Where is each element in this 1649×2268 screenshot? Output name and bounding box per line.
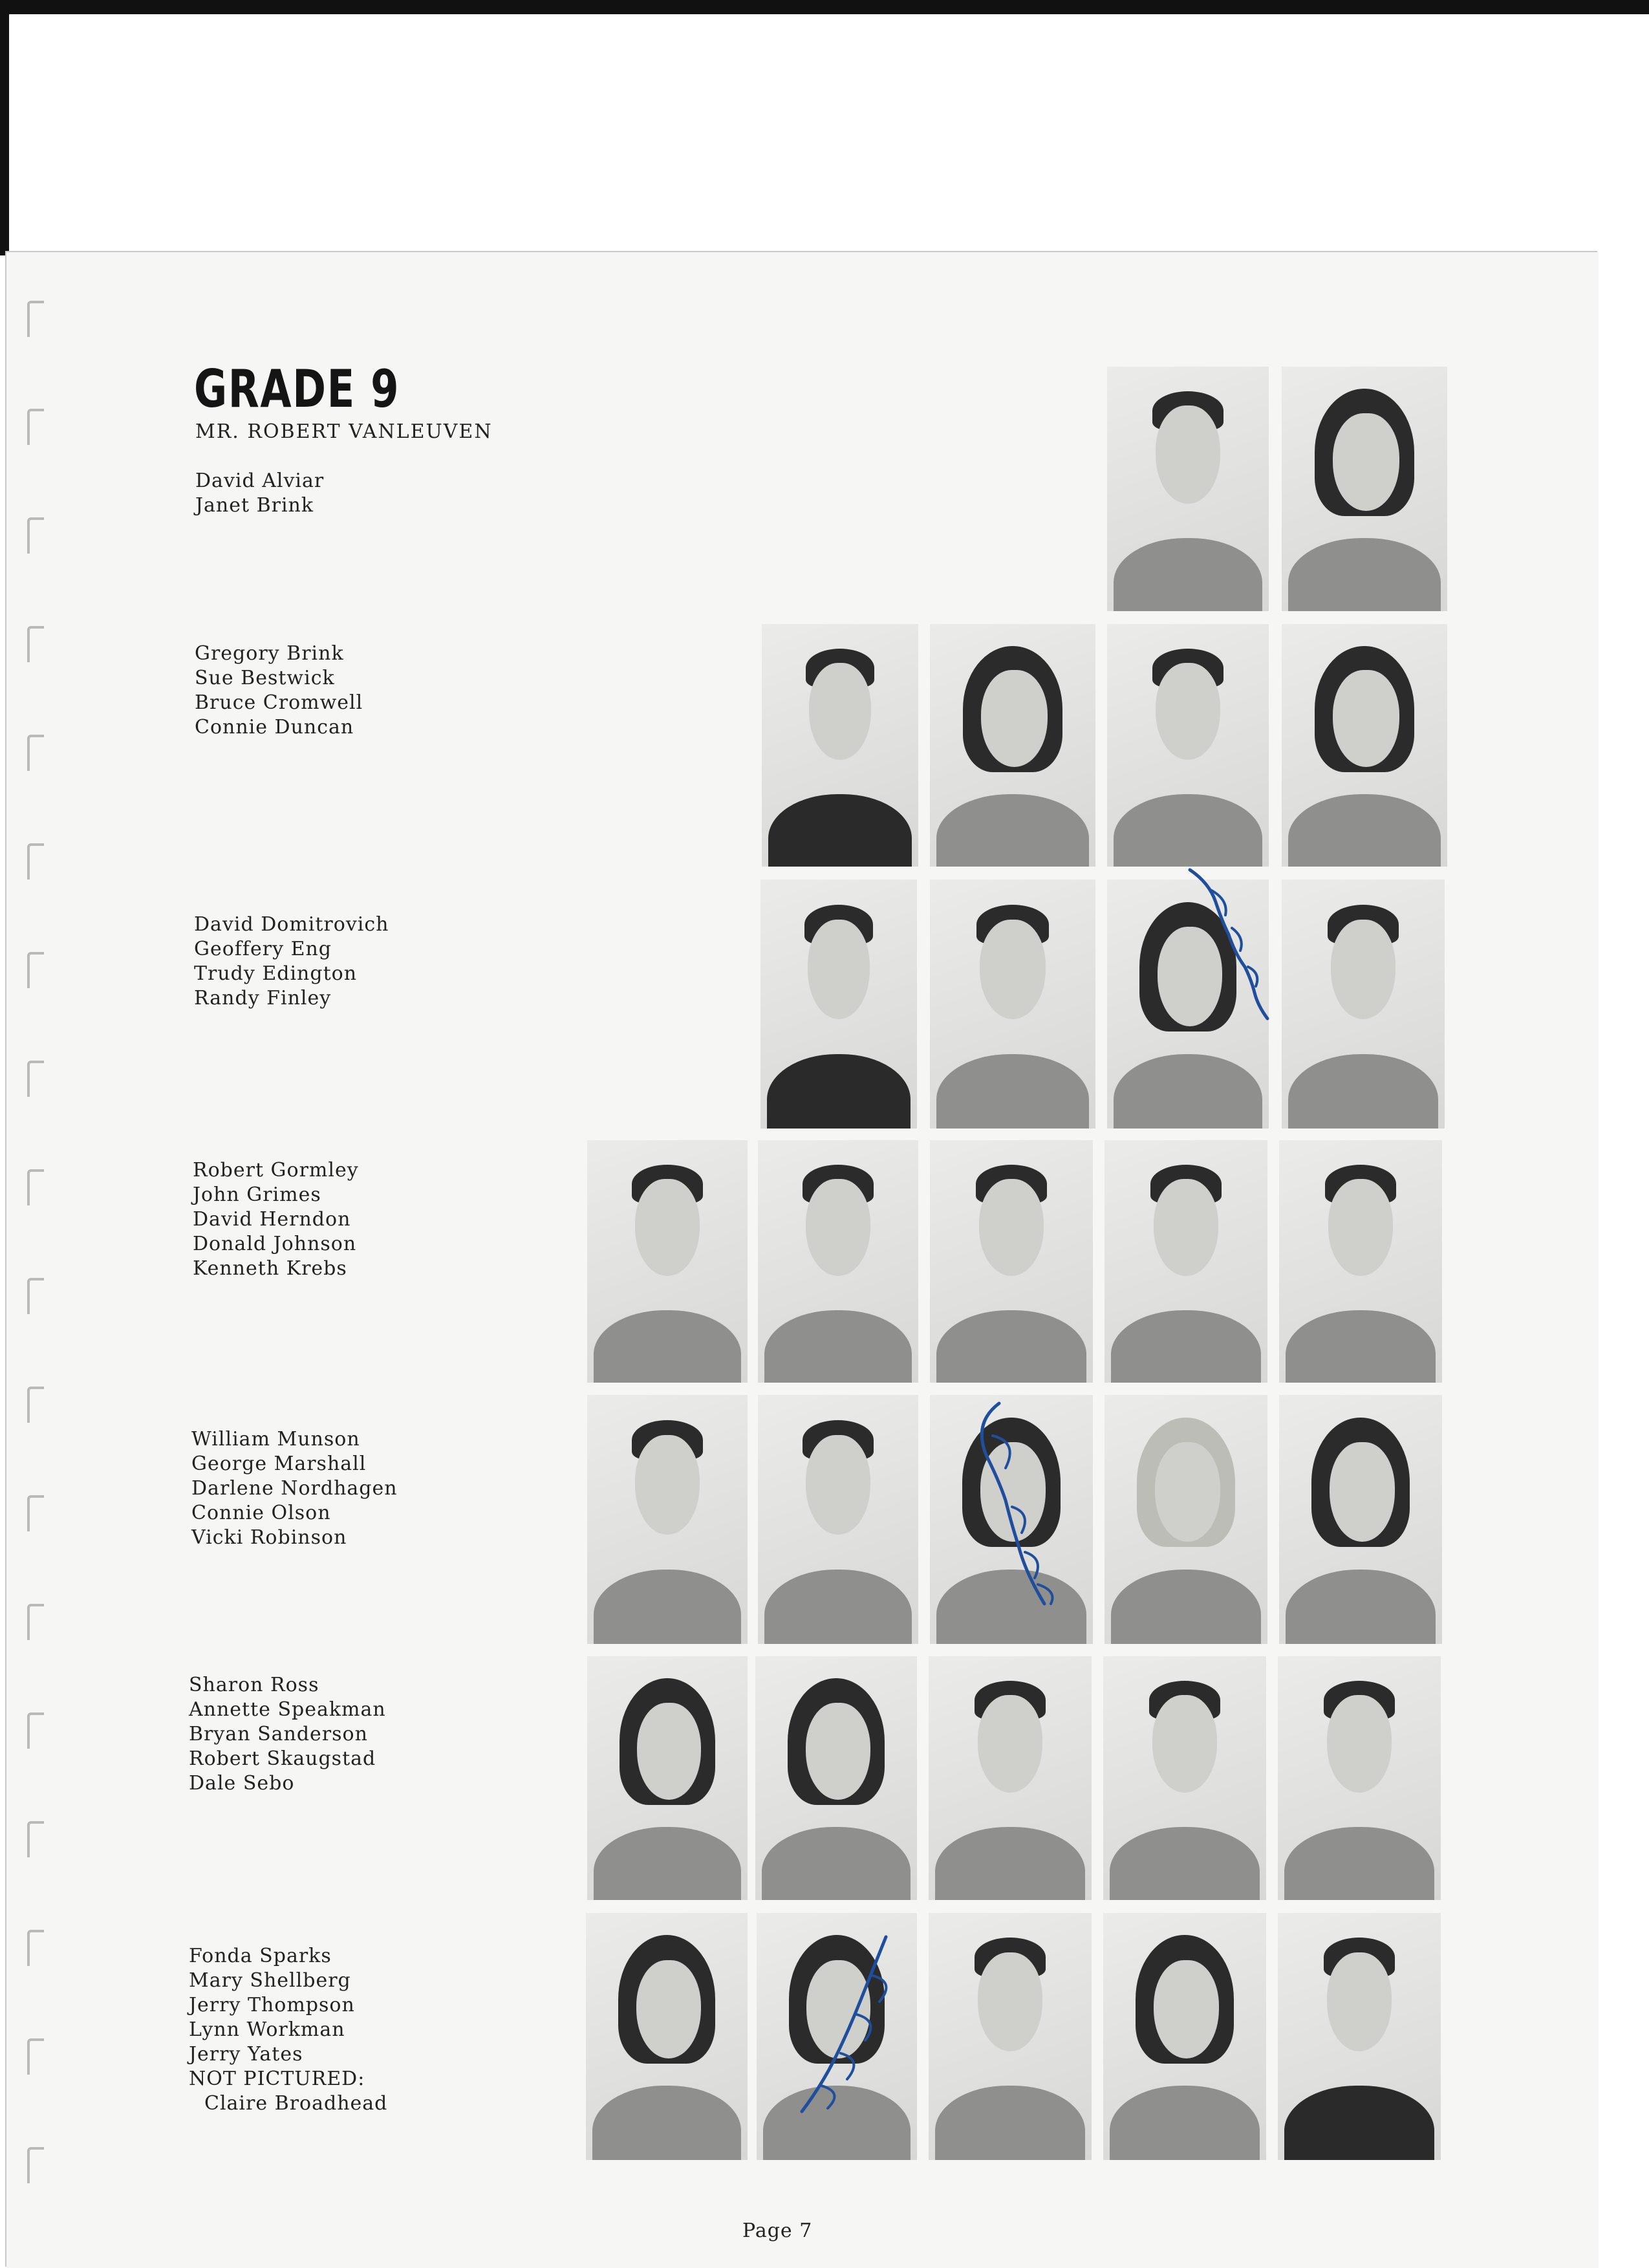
student-photo — [1279, 1140, 1442, 1383]
student-name: Trudy Edington — [194, 962, 358, 985]
name-list-row-2 — [195, 642, 363, 740]
student-photo — [758, 1140, 918, 1383]
student-photo — [930, 624, 1095, 867]
student-photo — [1278, 1656, 1441, 1900]
name-list-row-6 — [189, 1673, 386, 1796]
scanner-edge-top — [0, 0, 1649, 14]
student-name: Jerry Thompson — [189, 1994, 355, 2016]
student-name: David Alviar — [195, 470, 325, 492]
student-name: Robert Gormley — [193, 1159, 359, 1182]
student-photo — [1107, 367, 1269, 611]
binding-ring — [27, 1278, 44, 1314]
student-photo — [587, 1656, 748, 1900]
student-name: Connie Olson — [191, 1502, 331, 1524]
student-name: Donald Johnson — [193, 1233, 357, 1255]
student-name: Darlene Nordhagen — [191, 1477, 398, 1500]
student-photo — [1278, 1913, 1441, 2160]
student-photo — [1105, 1140, 1267, 1383]
binding-ring — [27, 2038, 44, 2075]
not-pictured-label: NOT PICTURED: — [189, 2068, 365, 2090]
student-name: Connie Duncan — [195, 716, 354, 739]
page-title: GRADE 9 — [194, 359, 400, 419]
name-list-row-1 — [195, 469, 324, 518]
student-photo — [760, 880, 917, 1129]
page-number: Page 7 — [742, 2219, 813, 2242]
student-photo — [587, 1140, 748, 1383]
student-name: Claire Broadhead — [204, 2092, 388, 2115]
binding-ring — [27, 626, 44, 662]
student-photo — [930, 880, 1095, 1129]
handwritten-signature — [1183, 863, 1287, 1031]
student-name: Bruce Cromwell — [195, 691, 363, 714]
student-photo — [758, 1395, 918, 1644]
binding-ring — [27, 2147, 44, 2183]
student-photo — [762, 624, 918, 867]
student-name: Bryan Sanderson — [189, 1723, 368, 1745]
student-name: Janet Brink — [195, 494, 314, 517]
student-name: Robert Skaugstad — [189, 1747, 376, 1770]
binding-ring — [27, 1930, 44, 1966]
student-photo — [1282, 624, 1447, 867]
student-name: Kenneth Krebs — [193, 1257, 347, 1280]
student-photo — [1107, 624, 1269, 867]
student-name: David Domitrovich — [194, 913, 389, 936]
student-name: Lynn Workman — [189, 2018, 345, 2041]
student-photo — [1279, 1395, 1442, 1644]
binding-ring — [27, 952, 44, 988]
student-name: Mary Shellberg — [189, 1969, 351, 1992]
student-name: Sue Bestwick — [195, 667, 335, 689]
binding-ring — [27, 409, 44, 445]
student-name: Geoffery Eng — [194, 938, 332, 960]
binding-ring — [27, 1169, 44, 1205]
student-photo — [1105, 1395, 1267, 1644]
student-name: George Marshall — [191, 1453, 367, 1475]
name-list-row-4 — [193, 1158, 359, 1281]
name-list-row-5 — [191, 1427, 398, 1550]
student-name: David Herndon — [193, 1208, 351, 1231]
binding-ring — [27, 1712, 44, 1749]
student-photo — [930, 1140, 1093, 1383]
binding-ring — [27, 843, 44, 880]
student-photo — [1282, 880, 1445, 1129]
binding-ring — [27, 735, 44, 771]
binding-ring — [27, 517, 44, 554]
binding-ring — [27, 1821, 44, 1857]
student-photo — [929, 1913, 1092, 2160]
student-name: Randy Finley — [194, 987, 332, 1010]
student-name: Vicki Robinson — [191, 1526, 347, 1549]
student-name: William Munson — [191, 1428, 360, 1451]
binding-ring — [27, 1495, 44, 1531]
name-list-row-3 — [194, 913, 389, 1011]
student-photo — [1103, 1656, 1266, 1900]
handwritten-signature — [960, 1397, 1077, 1623]
student-name: Dale Sebo — [189, 1772, 295, 1795]
student-photo — [929, 1656, 1092, 1900]
student-name: Gregory Brink — [195, 642, 344, 665]
student-name: Jerry Yates — [189, 2043, 303, 2066]
student-name: Annette Speakman — [189, 1698, 386, 1721]
name-list-row-7 — [189, 1944, 387, 2116]
student-name: Sharon Ross — [189, 1674, 319, 1696]
student-photo — [587, 1395, 748, 1644]
student-name: John Grimes — [193, 1183, 321, 1206]
teacher-name: MR. ROBERT VANLEUVEN — [195, 420, 493, 443]
student-photo — [1282, 367, 1447, 611]
student-photo — [1103, 1913, 1266, 2160]
binding-ring — [27, 1387, 44, 1423]
scanner-edge-left — [0, 0, 9, 255]
binding-ring — [27, 301, 44, 337]
student-photo — [755, 1656, 917, 1900]
handwritten-signature — [782, 1930, 912, 2124]
binding-ring — [27, 1604, 44, 1640]
student-photo — [586, 1913, 748, 2160]
binding-ring — [27, 1061, 44, 1097]
student-name: Fonda Sparks — [189, 1945, 332, 1967]
